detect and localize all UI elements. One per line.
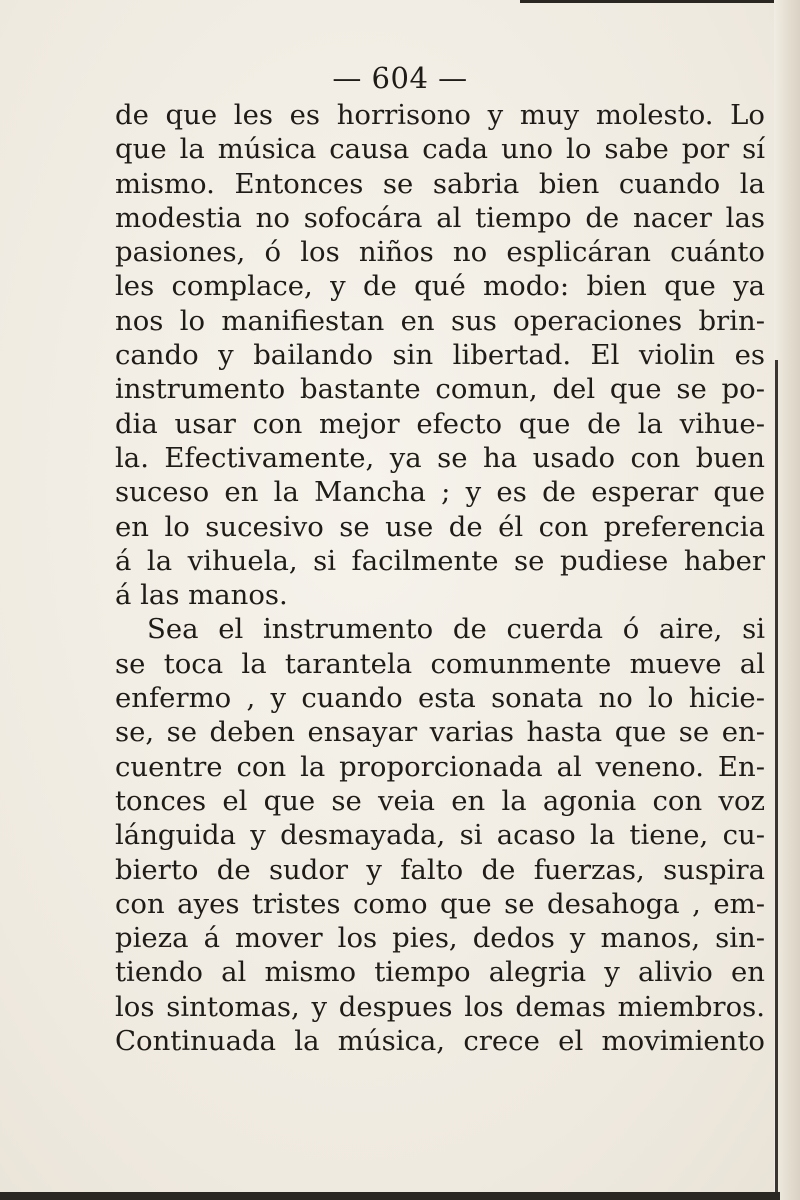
text-line: pieza á mover los pies, dedos y manos, sin-	[115, 922, 765, 955]
text-line: Sea el instrumento de cuerda ó aire, si	[147, 613, 765, 646]
text-line: se toca la tarantela comunmente mueve al	[115, 647, 765, 680]
paragraph-2	[115, 612, 765, 1058]
text-line: lánguida y desmayada, si acaso la tiene, cu-	[115, 819, 765, 852]
text-line: pasiones, ó los niños no esplicáran cuánto	[115, 236, 765, 269]
text-line: nos lo manifiestan en sus operaciones brin-	[115, 304, 765, 337]
bottom-edge-rule	[0, 1192, 780, 1200]
text-line: enfermo , y cuando esta sonata no lo hicie-	[115, 682, 765, 715]
text-line: les complace, y de qué modo: bien que ya	[115, 270, 765, 303]
text-line: los sintomas, y despues los demas miembros.	[115, 990, 765, 1023]
body-text	[115, 98, 765, 1058]
text-line: de que les es horrisono y muy molesto. Lo	[115, 99, 765, 131]
text-line: cando y bailando sin libertad. El violin es	[115, 339, 765, 372]
text-line: Continuada la música, crece el movimiento	[115, 1025, 765, 1058]
text-line: modestia no sofocára al tiempo de nacer las	[115, 201, 765, 234]
text-line: á la vihuela, si facilmente se pudiese haber	[115, 544, 765, 577]
text-line: tiendo al mismo tiempo alegria y alivio en	[115, 956, 765, 989]
text-line: á las manos.	[115, 579, 288, 612]
text-line: cuentre con la proporcionada al veneno. En-	[115, 750, 765, 783]
text-line: bierto de sudor y falto de fuerzas, suspira	[115, 853, 765, 886]
text-line: la. Efectivamente, ya se ha usado con buen	[115, 441, 765, 474]
binding-line	[775, 360, 778, 1200]
text-line: dia usar con mejor efecto que de la vihue-	[115, 407, 765, 440]
text-line: con ayes tristes como que se desahoga , em-	[115, 887, 765, 920]
text-line: tonces el que se veia en la agonia con voz	[115, 784, 765, 817]
paragraph-1	[115, 98, 765, 612]
top-edge-rule	[520, 0, 800, 3]
text-line: se, se deben ensayar varias hasta que se en-	[115, 716, 765, 749]
text-line: instrumento bastante comun, del que se po-	[115, 373, 765, 406]
text-line: en lo sucesivo se use de él con preferencia	[115, 510, 765, 543]
text-line: mismo. Entonces se sabria bien cuando la	[115, 167, 765, 200]
text-line: suceso en la Mancha ; y es de esperar que	[115, 476, 765, 509]
page-number: — 604 —	[332, 61, 468, 95]
text-line: que la música causa cada uno lo sabe por sí	[115, 133, 765, 166]
